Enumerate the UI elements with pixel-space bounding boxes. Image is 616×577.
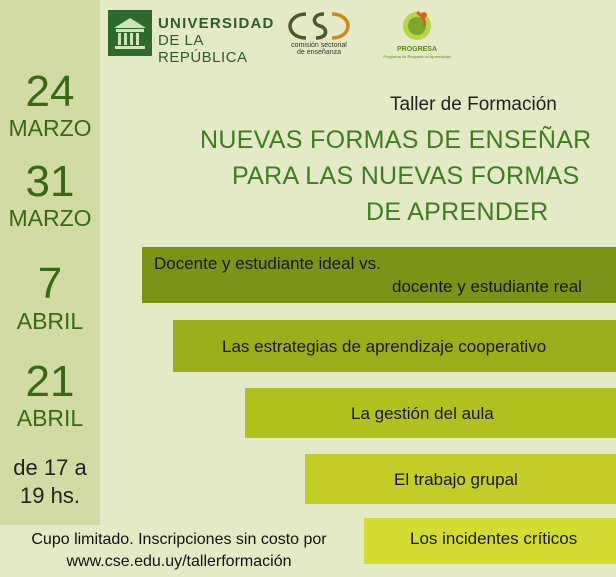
- topic-4-label: El trabajo grupal: [394, 470, 518, 489]
- cse-line-2: de enseñanza: [297, 49, 341, 56]
- hours-line-2: 19 hs.: [20, 483, 80, 508]
- date-month-1: MARZO: [8, 115, 92, 141]
- udelar-logo: [108, 10, 276, 66]
- cse-text: [284, 42, 354, 56]
- date-day-1: 24: [25, 67, 75, 116]
- progresa-subtitle: Programa de Respaldo al Aprendizaje: [383, 54, 451, 59]
- footer-registration: Cupo limitado. Inscripciones sin costo por: [31, 531, 327, 548]
- progresa-name: PROGRESA: [396, 46, 438, 53]
- udelar-line-1: UNIVERSIDAD: [158, 15, 275, 32]
- cse-line-1: comisión sectorial: [291, 42, 347, 49]
- dates-sidebar: [0, 0, 100, 525]
- title-line-2: PARA LAS NUEVAS FORMAS: [232, 162, 580, 190]
- cse-logo: [284, 8, 354, 60]
- cse-mark-icon: [284, 8, 354, 42]
- topic-3-label: La gestión del aula: [351, 404, 494, 423]
- date-month-4: ABRIL: [16, 405, 84, 431]
- udelar-building-icon: [108, 10, 152, 56]
- date-month-3: ABRIL: [16, 308, 84, 334]
- topic-band-2: [173, 320, 616, 372]
- topic-band-4: [305, 454, 616, 504]
- topic-1-line-2: docente y estudiante real: [392, 277, 582, 296]
- title-line-1: NUEVAS FORMAS DE ENSEÑAR: [200, 126, 592, 154]
- topic-5-label: Los incidentes críticos: [410, 529, 578, 548]
- title-line-3: DE APRENDER: [366, 198, 549, 226]
- workshop-subtitle: Taller de Formación: [390, 94, 557, 115]
- topic-1-line-1: Docente y estudiante ideal vs.: [154, 254, 381, 273]
- udelar-line-2: DE LA REPÚBLICA: [158, 32, 248, 66]
- progresa-mark-icon: [382, 8, 452, 46]
- topic-band-5: [364, 518, 616, 564]
- footer-url-link[interactable]: www.cse.edu.uy/tallerformación: [66, 553, 292, 570]
- topic-band-3: [245, 388, 616, 438]
- topic-2-label: Las estrategias de aprendizaje cooperativo: [222, 337, 547, 356]
- progresa-logo: [382, 8, 452, 60]
- date-day-2: 31: [25, 157, 75, 206]
- hours-line-1: de 17 a: [13, 455, 87, 480]
- date-day-3: 7: [37, 259, 63, 308]
- udelar-wordmark: [158, 15, 276, 66]
- date-day-4: 21: [25, 357, 75, 406]
- topic-band-1: [142, 247, 616, 303]
- date-month-2: MARZO: [8, 205, 92, 231]
